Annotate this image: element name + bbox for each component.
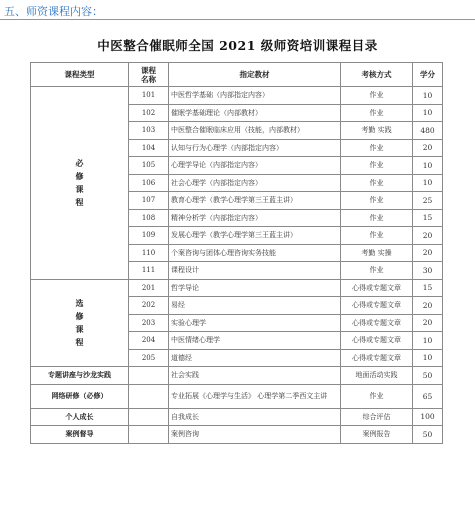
course-code: 203 — [129, 314, 169, 332]
exam-method: 考勤 实操 — [341, 244, 413, 262]
group-required-cell — [31, 87, 129, 280]
course-material: 个案咨询与团体心理咨询实务技能 — [169, 244, 341, 262]
exam-method: 心得或专题文章 — [341, 332, 413, 350]
table-row — [31, 87, 443, 105]
exam-method: 作业 — [341, 192, 413, 210]
course-material: 易经 — [169, 297, 341, 315]
exam-method: 作业 — [341, 139, 413, 157]
course-credit: 50 — [413, 426, 443, 444]
section-heading: 五、师资课程内容： — [4, 5, 103, 18]
course-credit: 25 — [413, 192, 443, 210]
course-credit: 10 — [413, 332, 443, 350]
course-credit: 20 — [413, 244, 443, 262]
table-row — [31, 426, 443, 444]
exam-method: 作业 — [341, 209, 413, 227]
course-type: 专题讲座与沙龙实践 — [31, 367, 129, 385]
course-credit: 30 — [413, 262, 443, 280]
header-code-label: 课程名称 — [141, 65, 156, 84]
course-code: 205 — [129, 349, 169, 367]
course-code-empty — [129, 408, 169, 426]
course-credit: 20 — [413, 314, 443, 332]
exam-method: 作业 — [341, 174, 413, 192]
header-exam: 考核方式 — [341, 63, 413, 87]
course-material: 中医哲学基础（内部指定内容） — [169, 87, 341, 105]
course-material: 道德经 — [169, 349, 341, 367]
exam-method: 地面活动实践 — [341, 367, 413, 385]
course-material: 案例咨询 — [169, 426, 341, 444]
course-code: 107 — [129, 192, 169, 210]
course-credit: 10 — [413, 349, 443, 367]
course-code: 108 — [129, 209, 169, 227]
course-material: 专业拓展《心理学与生活》 心理学第二季西文主讲 — [169, 384, 341, 408]
section-heading-bar — [0, 0, 475, 20]
course-credit: 10 — [413, 87, 443, 105]
course-type: 案例督导 — [31, 426, 129, 444]
exam-method: 心得或专题文章 — [341, 297, 413, 315]
course-material: 发展心理学（教学心理学第三王蓝主讲） — [169, 227, 341, 245]
course-code: 106 — [129, 174, 169, 192]
course-code-empty — [129, 367, 169, 385]
course-code: 111 — [129, 262, 169, 280]
course-type: 个人成长 — [31, 408, 129, 426]
exam-method: 心得或专题文章 — [341, 279, 413, 297]
header-material: 指定教材 — [169, 63, 341, 87]
course-material: 认知与行为心理学（内部指定内容） — [169, 139, 341, 157]
table-body — [31, 87, 443, 444]
course-credit: 20 — [413, 139, 443, 157]
course-material: 自我成长 — [169, 408, 341, 426]
course-code: 204 — [129, 332, 169, 350]
course-credit: 50 — [413, 367, 443, 385]
table-row — [31, 408, 443, 426]
document-title: 中医整合催眠师全国 2021 级师资培训课程目录 — [97, 38, 378, 53]
header-credit: 学分 — [413, 63, 443, 87]
course-material: 实验心理学 — [169, 314, 341, 332]
course-credit: 10 — [413, 157, 443, 175]
exam-method: 综合评估 — [341, 408, 413, 426]
course-material: 心理学导论（内部指定内容） — [169, 157, 341, 175]
course-code: 101 — [129, 87, 169, 105]
course-code: 104 — [129, 139, 169, 157]
course-credit: 20 — [413, 297, 443, 315]
exam-method: 心得或专题文章 — [341, 349, 413, 367]
course-credit: 100 — [413, 408, 443, 426]
table-row — [31, 367, 443, 385]
table-header-row — [31, 63, 443, 87]
header-code — [129, 63, 169, 87]
course-code: 105 — [129, 157, 169, 175]
course-credit: 65 — [413, 384, 443, 408]
group-required-label: 必修课程 — [75, 157, 84, 207]
exam-method: 作业 — [341, 157, 413, 175]
course-material: 社会实践 — [169, 367, 341, 385]
course-credit: 15 — [413, 209, 443, 227]
exam-method: 案例报告 — [341, 426, 413, 444]
course-credit: 20 — [413, 227, 443, 245]
course-code: 102 — [129, 104, 169, 122]
course-credit: 10 — [413, 174, 443, 192]
exam-method: 作业 — [341, 104, 413, 122]
exam-method: 作业 — [341, 262, 413, 280]
table-row — [31, 384, 443, 408]
course-code: 202 — [129, 297, 169, 315]
course-credit: 15 — [413, 279, 443, 297]
course-material: 精神分析学（内部指定内容） — [169, 209, 341, 227]
header-type: 课程类型 — [31, 63, 129, 87]
course-material: 中医整合催眠临床应用（技能，内部教材） — [169, 122, 341, 140]
course-material: 社会心理学（内部指定内容） — [169, 174, 341, 192]
course-material: 中医情绪心理学 — [169, 332, 341, 350]
course-code: 103 — [129, 122, 169, 140]
course-code: 201 — [129, 279, 169, 297]
table-row — [31, 279, 443, 297]
course-code-empty — [129, 426, 169, 444]
course-material: 哲学导论 — [169, 279, 341, 297]
exam-method: 作业 — [341, 87, 413, 105]
course-code: 109 — [129, 227, 169, 245]
course-credit: 10 — [413, 104, 443, 122]
course-type: 网络研修（必修） — [31, 384, 129, 408]
exam-method: 考勤 实践 — [341, 122, 413, 140]
course-credit: 480 — [413, 122, 443, 140]
course-code-empty — [129, 384, 169, 408]
exam-method: 作业 — [341, 384, 413, 408]
group-elective-cell — [31, 279, 129, 367]
group-elective-label: 选修课程 — [75, 297, 84, 347]
course-code: 110 — [129, 244, 169, 262]
course-material: 催眠学基础理论（内部教材） — [169, 104, 341, 122]
course-material: 课程设计 — [169, 262, 341, 280]
exam-method: 作业 — [341, 227, 413, 245]
course-material: 教育心理学（教学心理学第三王蓝主讲） — [169, 192, 341, 210]
course-table — [30, 62, 443, 444]
exam-method: 心得或专题文章 — [341, 314, 413, 332]
